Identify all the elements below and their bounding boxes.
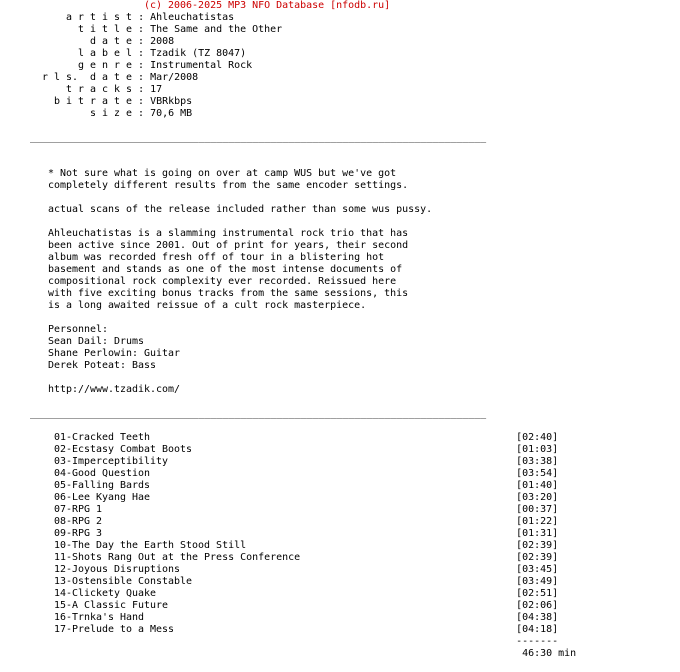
divider-line — [0, 408, 576, 420]
info-row — [0, 48, 576, 60]
notes-line — [0, 180, 576, 192]
notes-text: completely different results from the same encoder settings. — [48, 180, 409, 191]
track-row — [0, 516, 576, 528]
info-row — [0, 60, 576, 72]
track-time: [01:40] — [516, 480, 559, 491]
info-value: Tzadik (TZ 8047) — [150, 48, 247, 59]
track-time: [01:03] — [516, 444, 559, 455]
notes-line — [0, 204, 576, 216]
notes-line — [0, 300, 576, 312]
info-value: The Same and the Other — [150, 24, 283, 35]
track-time: [01:31] — [516, 528, 559, 539]
track-row — [0, 576, 576, 588]
total-playtime: 46:30 min — [522, 648, 577, 659]
track-title: 16-Trnka's Hand — [54, 612, 145, 623]
track-row — [0, 588, 576, 600]
notes-text: been active since 2001. Out of print for years, their second — [48, 240, 409, 251]
track-row — [0, 612, 576, 624]
track-title: 10-The Day the Earth Stood Still — [54, 540, 247, 551]
track-row — [0, 564, 576, 576]
track-row — [0, 468, 576, 480]
track-time: [02:39] — [516, 552, 559, 563]
info-separator: : — [132, 24, 151, 35]
blank-line — [0, 312, 576, 324]
info-value: VBRkbps — [150, 96, 193, 107]
notes-line — [0, 264, 576, 276]
info-label: d a t e — [90, 36, 133, 47]
blank-line — [0, 420, 576, 432]
info-label: g e n r e — [78, 60, 133, 71]
blank-line — [0, 372, 576, 384]
homepage-link[interactable]: http://www.tzadik.com/ — [48, 384, 181, 395]
info-label: l a b e l — [78, 48, 133, 59]
track-time: [02:51] — [516, 588, 559, 599]
info-label: a r t i s t — [66, 12, 133, 23]
info-separator: : — [132, 60, 151, 71]
track-title: 08-RPG 2 — [54, 516, 103, 527]
info-separator: : — [132, 84, 151, 95]
track-title: 03-Imperceptibility — [54, 456, 169, 467]
info-value: Ahleuchatistas — [150, 12, 235, 23]
track-row — [0, 444, 576, 456]
info-separator: : — [132, 108, 151, 119]
info-row — [0, 108, 576, 120]
track-time: [03:20] — [516, 492, 559, 503]
info-label: t r a c k s — [66, 84, 133, 95]
track-title: 11-Shots Rang Out at the Press Conference — [54, 552, 301, 563]
notes-line — [0, 240, 576, 252]
track-time: [02:40] — [516, 432, 559, 443]
info-separator: : — [132, 72, 151, 83]
track-time: [04:38] — [516, 612, 559, 623]
notes-line — [0, 324, 576, 336]
info-separator: : — [132, 48, 151, 59]
notes-text: Shane Perlowin: Guitar — [48, 348, 181, 359]
info-separator: : — [132, 96, 151, 107]
info-separator: : — [132, 36, 151, 47]
track-title: 06-Lee Kyang Hae — [54, 492, 151, 503]
header-line — [0, 0, 576, 12]
track-time: [00:37] — [516, 504, 559, 515]
track-title: 07-RPG 1 — [54, 504, 103, 515]
track-row — [0, 504, 576, 516]
blank-line — [0, 144, 576, 156]
info-label: b i t r a t e — [54, 96, 133, 107]
track-title: 13-Ostensible Constable — [54, 576, 193, 587]
track-title: 17-Prelude to a Mess — [54, 624, 175, 635]
info-value: Mar/2008 — [150, 72, 199, 83]
notes-text: Ahleuchatistas is a slamming instrumental rock trio that has — [48, 228, 409, 239]
track-row — [0, 600, 576, 612]
blank-line — [0, 396, 576, 408]
notes-text: compositional rock complexity ever recorded. Reissued here — [48, 276, 397, 287]
track-title: 15-A Classic Future — [54, 600, 169, 611]
total-rule: ------- — [516, 636, 559, 647]
info-label: t i t l e — [78, 24, 133, 35]
track-title: 14-Clickety Quake — [54, 588, 157, 599]
info-value: Instrumental Rock — [150, 60, 253, 71]
notes-text: album was recorded fresh off of tour in a blistering hot — [48, 252, 385, 263]
notes-text: Derek Poteat: Bass — [48, 360, 157, 371]
info-value: 70,6 MB — [150, 108, 193, 119]
track-time: [01:22] — [516, 516, 559, 527]
divider: ____________________________________________________________________________ — [30, 408, 487, 419]
notes-line — [0, 360, 576, 372]
info-row — [0, 84, 576, 96]
track-row — [0, 480, 576, 492]
track-time: [02:39] — [516, 540, 559, 551]
track-row — [0, 492, 576, 504]
notes-line — [0, 288, 576, 300]
total-line — [0, 648, 576, 660]
track-title: 04-Good Question — [54, 468, 151, 479]
notes-line — [0, 348, 576, 360]
divider: ____________________________________________________________________________ — [30, 132, 487, 143]
notes-line — [0, 336, 576, 348]
blank-line — [0, 120, 576, 132]
info-row — [0, 36, 576, 48]
track-title: 12-Joyous Disruptions — [54, 564, 181, 575]
notes-line — [0, 384, 576, 396]
info-value: 2008 — [150, 36, 175, 47]
notes-text: basement and stands as one of the most intense documents of — [48, 264, 403, 275]
info-row — [0, 72, 576, 84]
blank-line — [0, 156, 576, 168]
track-time: [04:18] — [516, 624, 559, 635]
track-time: [02:06] — [516, 600, 559, 611]
info-row — [0, 24, 576, 36]
blank-line — [0, 192, 576, 204]
track-row — [0, 552, 576, 564]
blank-line — [0, 216, 576, 228]
track-row — [0, 456, 576, 468]
info-label: r l s. d a t e — [42, 72, 133, 83]
info-label: s i z e — [90, 108, 133, 119]
track-row — [0, 432, 576, 444]
track-title: 09-RPG 3 — [54, 528, 103, 539]
notes-text: actual scans of the release included rather than some wus pussy. — [48, 204, 433, 215]
track-row — [0, 528, 576, 540]
notes-text: is a long awaited reissue of a cult rock masterpiece. — [48, 300, 367, 311]
track-time: [03:45] — [516, 564, 559, 575]
notes-line — [0, 228, 576, 240]
track-time: [03:49] — [516, 576, 559, 587]
track-time: [03:54] — [516, 468, 559, 479]
divider-line — [0, 132, 576, 144]
track-title: 02-Ecstasy Combat Boots — [54, 444, 193, 455]
info-row — [0, 96, 576, 108]
notes-text: with five exciting bonus tracks from the same sessions, this — [48, 288, 409, 299]
notes-text: Sean Dail: Drums — [48, 336, 145, 347]
track-row — [0, 624, 576, 636]
site-header: (c) 2006-2025 MP3 NFO Database [nfodb.ru] — [144, 0, 391, 11]
notes-line — [0, 276, 576, 288]
track-time: [03:38] — [516, 456, 559, 467]
notes-line — [0, 252, 576, 264]
notes-line — [0, 168, 576, 180]
info-separator: : — [132, 12, 151, 23]
notes-text: * Not sure what is going on over at camp WUS but we've got — [48, 168, 397, 179]
info-row — [0, 12, 576, 24]
notes-text: Personnel: — [48, 324, 109, 335]
track-title: 01-Cracked Teeth — [54, 432, 151, 443]
total-rule-line — [0, 636, 576, 648]
info-value: 17 — [150, 84, 163, 95]
track-row — [0, 540, 576, 552]
track-title: 05-Falling Bards — [54, 480, 151, 491]
